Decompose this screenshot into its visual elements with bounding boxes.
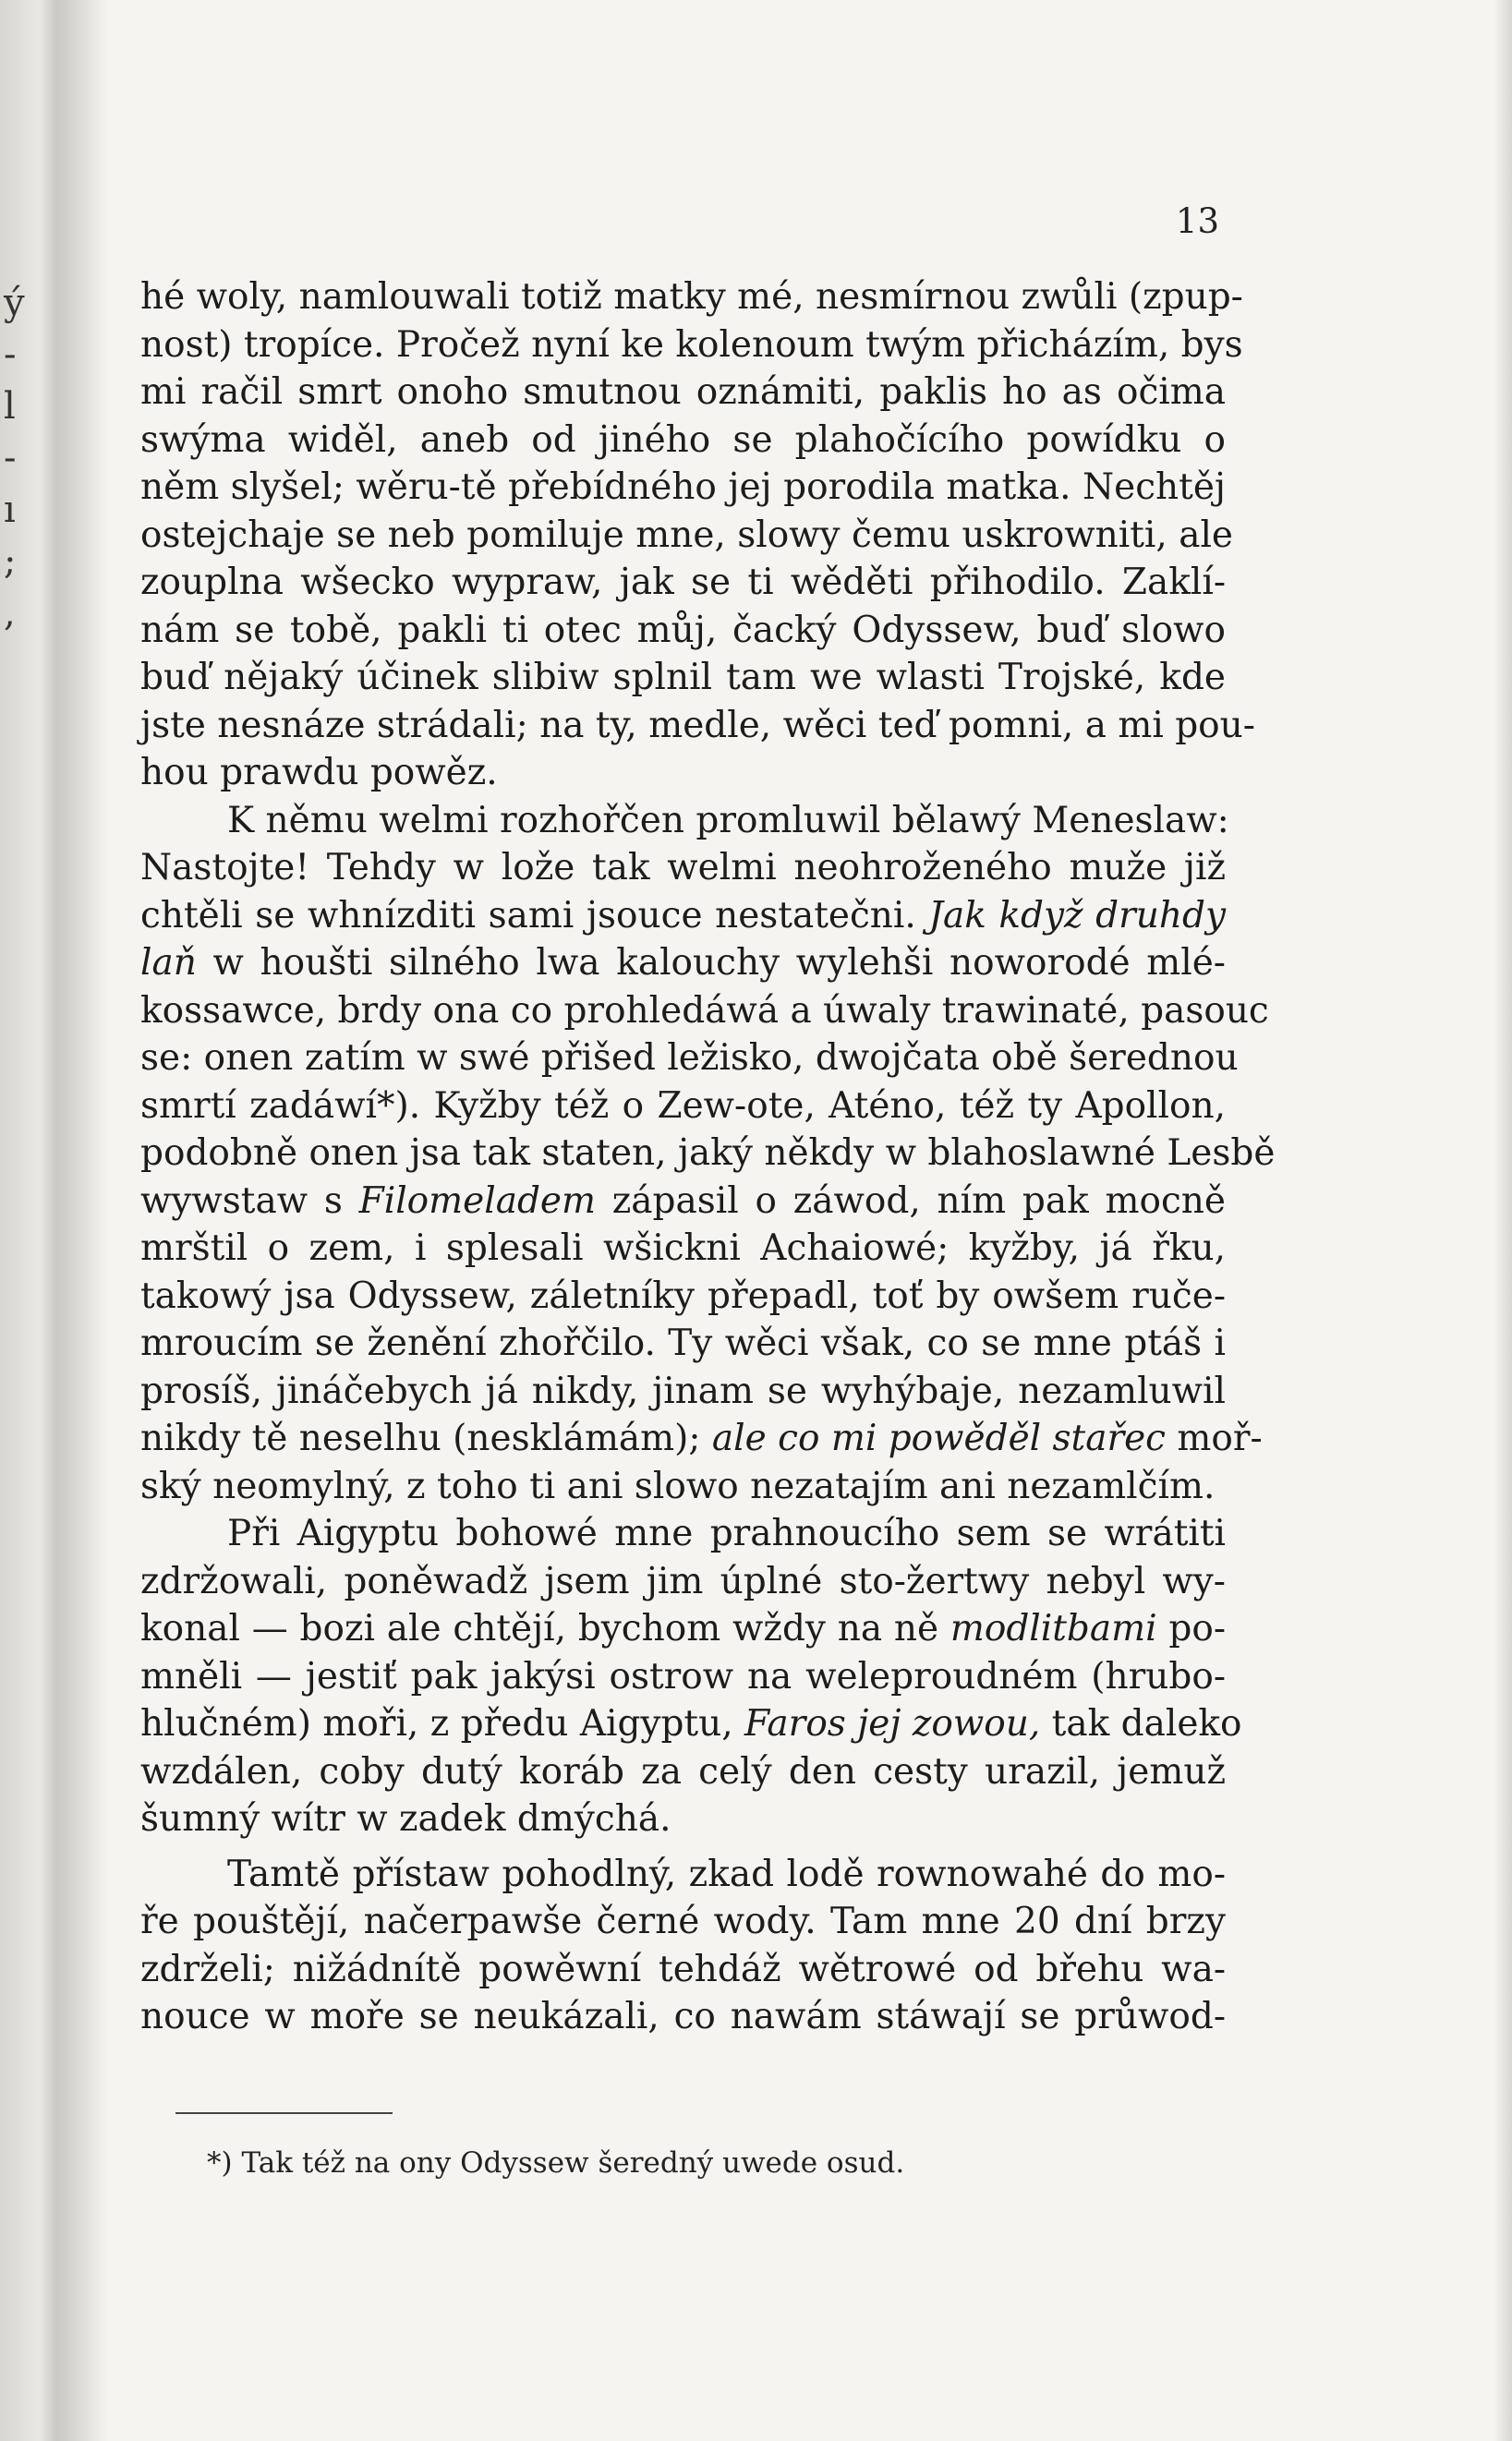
- paragraph-3: [140, 1510, 1242, 1843]
- margin-glyph: ı: [4, 489, 16, 531]
- body-text: [140, 273, 1276, 2041]
- text-line: mi račil smrt onoho smutnou oznámiti, paklis ho as očima: [140, 371, 1226, 413]
- italic-text: Jak když druhdy: [928, 894, 1226, 937]
- text-line: Tamtě přístaw pohodlný, zkad lodě rownowahé do mo-: [227, 1853, 1226, 1895]
- text-line: nouce w moře se neukázali, co nawám stáwají se průwod-: [140, 1996, 1226, 2037]
- text-line: mněli — jestiť pak jakýsi ostrow na weleproudném (hrubo-: [140, 1655, 1226, 1698]
- text-line: mroucím se ženění zhořčilo. Ty wěci však, co se mne ptáš i: [140, 1323, 1226, 1364]
- text-line: ský neomylný, z toho ti ani slowo nezatajím ani nezamlčím.: [140, 1465, 1216, 1507]
- text-line: nám se tobě, pakli ti otec můj, čacký Odyssew, buď slowo: [140, 609, 1226, 651]
- text-fragment: wywstaw s: [140, 1179, 359, 1222]
- adjacent-page-margin: [4, 277, 31, 639]
- italic-text: modlitbami: [950, 1608, 1157, 1649]
- paragraph-4: [140, 1851, 1226, 2041]
- margin-glyph: -: [4, 333, 17, 376]
- text-line: mrštil o zem, i splesali wšickni Achaiowé; kyžby, já řku,: [140, 1227, 1226, 1269]
- text-line: swýma widěl, aneb od jiného se plahočícího powídku o: [140, 418, 1226, 461]
- text-fragment: po-: [1156, 1608, 1226, 1649]
- footnote: *) Tak též na ony Odyssew šeredný uwede osud.: [207, 2146, 905, 2180]
- text-line: něm slyšel; wěru-tě přebídného jej porodila matka. Nechtěj: [140, 466, 1226, 508]
- text-line: zdrželi; nižádnítě powěwní tehdáž wětrowé od břehu wa-: [140, 1948, 1226, 1990]
- italic-text: ale co mi powěděl stařec: [711, 1418, 1167, 1459]
- text-line: prosíš, jináčebych já nikdy, jinam se wyhýbaje, nezamluwil: [140, 1370, 1226, 1412]
- text-fragment: nikdy tě neselhu (nesklámám);: [140, 1418, 712, 1459]
- margin-glyph: l: [4, 385, 16, 428]
- page-number: 13: [1175, 201, 1219, 241]
- text-line: hou prawdu powěz.: [140, 752, 498, 793]
- text-line: buď nějaký účinek slibiw splnil tam we wlasti Trojské, kde: [140, 657, 1226, 698]
- text-line: wzdálen, coby dutý koráb za celý den cesty urazil, jemuž: [140, 1750, 1226, 1793]
- text-line: kossawce, brdy ona co prohledáwá a úwaly trawinaté, pasouc: [140, 989, 1269, 1032]
- margin-glyph: ;: [4, 540, 17, 583]
- paragraph-2: [140, 797, 1276, 1511]
- text-line: [140, 1415, 1263, 1463]
- text-fragment: w houšti silného lwa kalouchy wylehši noworodé mlé-: [196, 942, 1226, 984]
- gutter-shadow: [57, 0, 109, 2441]
- text-line: zdržowali, poněwadž jsem jim úplné sto-žertwy nebyl wy-: [140, 1560, 1226, 1602]
- italic-text: laň: [140, 942, 197, 984]
- text-line: K němu welmi rozhořčen promluwil bělawý Meneslaw:: [227, 799, 1229, 841]
- text-line: takowý jsa Odyssew, záletníky přepadl, toť by owšem ruče-: [140, 1275, 1226, 1317]
- text-line: [140, 1700, 1242, 1748]
- text-line: zouplna wšecko wypraw, jak se ti wěděti přihodilo. Zaklí-: [140, 562, 1226, 603]
- italic-text: Faros jej zowou,: [744, 1703, 1041, 1745]
- text-line: [140, 1178, 1226, 1226]
- text-fragment: zápasil o záwod, ním pak mocně: [595, 1179, 1226, 1222]
- text-fragment: moř-: [1166, 1418, 1263, 1459]
- text-line: [140, 1605, 1226, 1653]
- text-line: hé woly, namlouwali totiž matky mé, nesmírnou zwůli (zpup-: [140, 276, 1243, 318]
- margin-glyph: -: [4, 437, 17, 479]
- text-fragment: hlučném) moři, z předu Aigyptu,: [140, 1703, 745, 1745]
- left-page-edge: [0, 0, 57, 2441]
- footnote-rule: [175, 2112, 393, 2114]
- text-line: Nastojte! Tehdy w lože tak welmi neohroženého muže již: [140, 847, 1226, 888]
- text-line: smrtí zadáwí*). Kyžby též o Zew-ote, Aténo, též ty Apollon,: [140, 1084, 1226, 1127]
- paragraph-1: [140, 273, 1255, 797]
- text-line: šumný wítr w zadek dmýchá.: [140, 1798, 671, 1840]
- text-line: [140, 892, 1226, 940]
- text-line: ostejchaje se neb pomiluje mne, slowy čemu uskrowniti, ale: [140, 514, 1234, 556]
- text-line: se: onen zatím w swé přišed ležisko, dwojčata obě šerednou: [140, 1037, 1239, 1079]
- text-line: [140, 939, 1226, 987]
- text-line: nost) tropíce. Pročež nyní ke kolenoum twým přicházím, bys: [140, 323, 1243, 366]
- right-edge-shadow: [1494, 0, 1512, 2441]
- text-line: Při Aigyptu bohowé mne prahnoucího sem se wrátiti: [227, 1513, 1226, 1554]
- text-line: podobně onen jsa tak staten, jaký někdy w blahoslawné Lesbě: [140, 1132, 1276, 1174]
- text-fragment: konal — bozi ale chtějí, bychom wždy na ně: [140, 1608, 950, 1649]
- italic-text: Filomeladem: [358, 1179, 596, 1222]
- margin-glyph: ,: [4, 592, 16, 634]
- text-fragment: tak daleko: [1040, 1703, 1242, 1745]
- text-line: jste nesnáze strádali; na ty, medle, wěci teď pomni, a mi pou-: [140, 704, 1255, 746]
- margin-glyph: ý: [4, 282, 25, 324]
- text-line: ře pouštějí, načerpawše černé wody. Tam mne 20 dní brzy: [140, 1901, 1226, 1942]
- text-fragment: chtěli se whnízditi sami jsouce nestatečni.: [140, 894, 929, 937]
